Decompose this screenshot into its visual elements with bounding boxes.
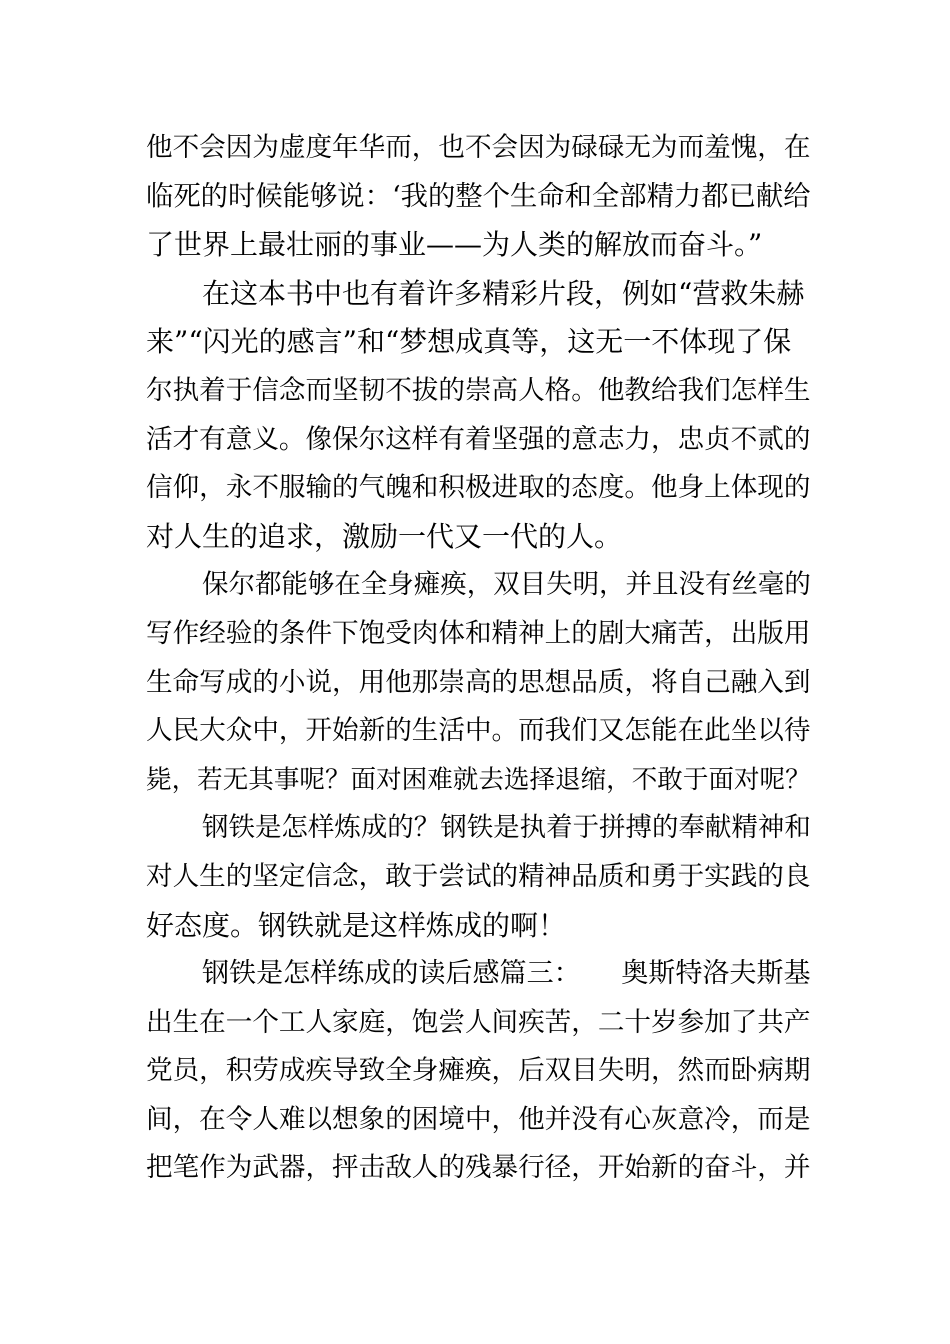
text-line: 对人生的追求，激励一代又一代的人。 (146, 519, 623, 553)
text-line: 出生在一个工人家庭，饱尝人间疾苦，二十岁参加了共产 (146, 1006, 811, 1038)
text-line: 来”“闪光的感言”和“梦想成真等，这无一不体现了保 (146, 325, 792, 359)
text-line: 了世界上最壮丽的事业——为人类的解放而奋斗。” (146, 228, 763, 262)
text-line: 尔执着于信念而坚韧不拔的崇高人格。他教给我们怎样生 (146, 374, 811, 406)
paragraph-start-line: 钢铁是怎样炼成的？钢铁是执着于拼搏的奉献精神和 (202, 812, 811, 844)
text-line: 生命写成的小说，用他那崇高的思想品质，将自己融入到 (146, 666, 811, 698)
text-line: 把笔作为武器，抨击敌人的残暴行径，开始新的奋斗，并 (146, 1152, 811, 1184)
text-line: 临死的时候能够说：‘我的整个生命和全部精力都已献给 (146, 180, 811, 212)
text-line: 活才有意义。像保尔这样有着坚强的意志力，忠贞不贰的 (146, 423, 811, 455)
text-line: 对人生的坚定信念，敢于尝试的精神品质和勇于实践的良 (146, 860, 811, 892)
text-line: 间，在令人难以想象的困境中，他并没有心灰意冷，而是 (146, 1103, 811, 1135)
text-line: 人民大众中，开始新的生活中。而我们又怎能在此坐以待 (146, 715, 811, 747)
text-line: 好态度。钢铁就是这样炼成的啊！ (146, 908, 567, 942)
body-text (146, 124, 811, 1193)
text-line: 信仰，永不服输的气魄和积极进取的态度。他身上体现的 (146, 472, 811, 504)
text-line: 毙，若无其事呢？面对困难就去选择退缩，不敢于面对呢？ (146, 764, 811, 795)
text-line: 他不会因为虚度年华而，也不会因为碌碌无为而羞愧，在 (146, 132, 811, 163)
paragraph-start-line: 保尔都能够在全身瘫痪，双目失明，并且没有丝毫的 (202, 569, 811, 601)
paragraph-start-line: 钢铁是怎样练成的读后感篇三： 奥斯特洛夫斯基 (202, 958, 811, 990)
text-line: 党员，积劳成疾导致全身瘫痪，后双目失明，然而卧病期 (146, 1055, 811, 1087)
paragraph-start-line: 在这本书中也有着许多精彩片段，例如“营救朱赫 (202, 276, 805, 310)
text-line: 写作经验的条件下饱受肉体和精神上的剧大痛苦，出版用 (146, 617, 811, 649)
